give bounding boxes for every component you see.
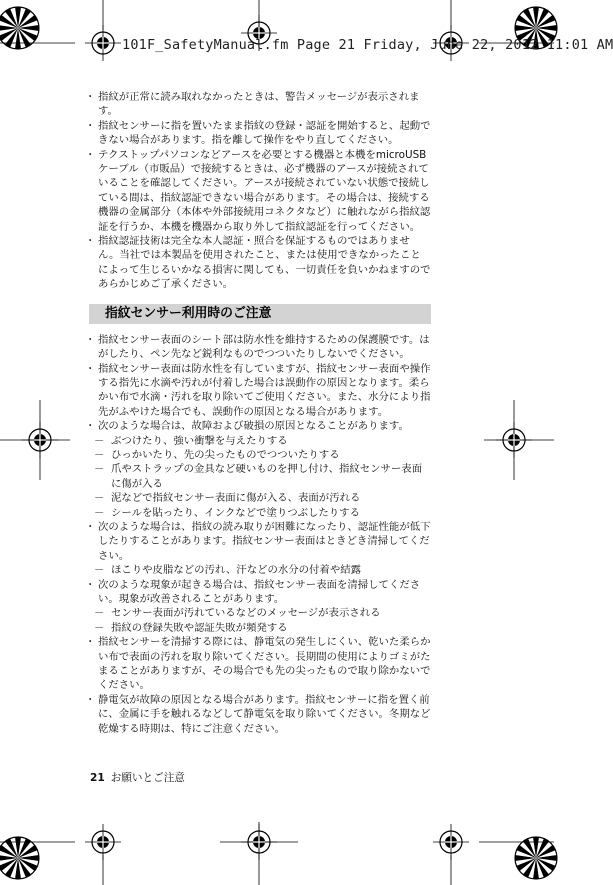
sub-list-item: － シールを貼ったり、インクなどで塗りつぶしたりする <box>94 506 360 519</box>
list-item: ・ テクストップパソコンなどアースを必要とする機器と本機をmicroUSBケーブル（市販品）で接続するときは、必ず機器のアースが接続されていることを確認してください。アースが接続されていない状態で接続している間は、指紋認証できない場合があります。その場合は、接続する機器の金属部分（本体や外部接続用コネクタなど）に触れながら指紋認証を行うか、本機を機器から取り外して指紋認証を行ってください。 <box>89 148 431 234</box>
list-item: ・ 指紋センサー表面のシート部は防水性を維持するための保護膜です。はがしたり、ペン先など鋭利なものでつついたりしないでください。 <box>89 333 431 362</box>
list-item: ・ 静電気が故障の原因となる場合があります。指紋センサーに指を置く前に、金属に手を触れるなどして静電気を取り除いてください。冬期など乾燥する時期は、特にご注意ください。 <box>89 693 431 736</box>
sub-list-item: － 泥などで指紋センサー表面に傷が入る、表面が汚れる <box>94 492 361 505</box>
section-heading: 指紋センサー利用時のご注意 <box>89 304 431 324</box>
list-item: ・ 次のような現象が起きる場合は、指紋センサー表面を清掃してください。現象が改善されることがあります。 <box>89 578 431 607</box>
list-item: ・ 次のような場合は、故障および破損の原因となることがあります。 <box>89 419 431 433</box>
footer-section-label: お願いとご注意 <box>110 772 185 784</box>
list-item: ・ 指紋センサーに指を置いたまま指紋の登録・認証を開始すると、起動できない場合があります。指を離して操作をやり直してください。 <box>89 119 431 148</box>
sub-list-item: － センサー表面が汚れているなどのメッセージが表示される <box>94 607 381 620</box>
sub-list-item: － 爪やストラップの金具など硬いものを押し付け、指紋センサー表面に傷が入る <box>94 463 423 490</box>
top-bullet-list <box>89 90 431 292</box>
star-target-bottom-left <box>0 835 41 881</box>
section-bullet-list <box>89 333 431 736</box>
registration-mark-mid-left <box>22 422 58 458</box>
registration-mark-mid-right <box>496 422 532 458</box>
star-target-top-left <box>0 5 41 51</box>
page-number: 21 <box>90 772 105 784</box>
sub-list-item: － ひっかいたり、先の尖ったものでつついたりする <box>94 448 340 461</box>
list-item: ・ 指紋が正常に読み取れなかったときは、警告メッセージが表示されます。 <box>89 90 431 119</box>
sub-list-item: － ぶつけたり、強い衝撃を与えたりする <box>94 434 288 447</box>
registration-mark-bottom-center <box>241 824 277 860</box>
page-content <box>89 90 431 736</box>
registration-mark-top-left <box>85 25 121 61</box>
print-header: 101F_SafetyManual.fm Page 21 Friday, June 22, 2012 11:01 AM <box>122 37 613 53</box>
sub-list-item: － ほこりや皮脂などの汚れ、汗などの水分の付着や結露 <box>94 564 361 577</box>
list-item: ・ 指紋センサーを清掃する際には、静電気の発生しにくい、乾いた柔らかい布で表面の汚れを取り除いてください。長期間の使用によりゴミがたまることがありますが、その場合でも先の尖ったもので取り除かないでください。 <box>89 635 431 693</box>
list-item: ・ 指紋認証技術は完全な本人認証・照合を保証するものではありません。当社では本製品を使用されたこと、または使用できなかったことによって生じるいかなる損害に関しても、一切責任を負いかねますのであらかじめご了承ください。 <box>89 234 431 292</box>
sub-list-item: － 指紋の登録失敗や認証失敗が頻発する <box>94 621 288 634</box>
registration-mark-bottom-right <box>433 824 469 860</box>
page-footer <box>90 770 185 785</box>
star-target-bottom-right <box>513 835 559 881</box>
list-item: ・ 次のような場合は、指紋の読み取りが困難になったり、認証性能が低下したりすることがあります。指紋センサー表面はときどき清掃してください。 <box>89 520 431 563</box>
list-item: ・ 指紋センサー表面は防水性を有していますが、指紋センサー表面や操作する指先に水滴や汚れが付着した場合は誤動作の原因となります。柔らかい布で水滴・汚れを取り除いてご使用ください。また、水分により指先がふやけた場合でも、誤動作の原因となる場合があります。 <box>89 362 431 420</box>
registration-mark-bottom-left <box>85 824 121 860</box>
